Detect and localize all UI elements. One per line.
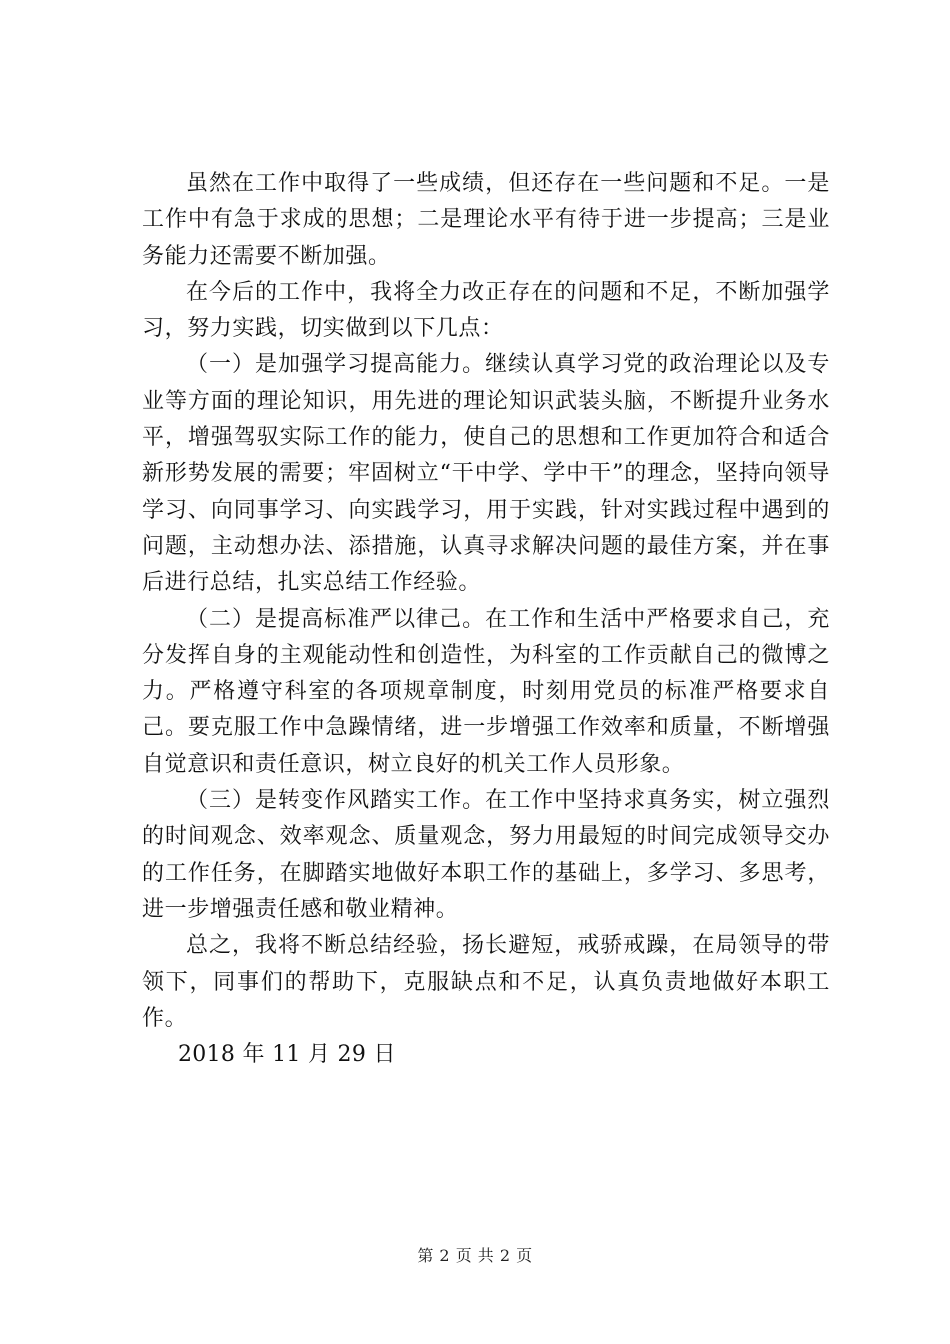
paragraph-point-one: （一）是加强学习提高能力。继续认真学习党的政治理论以及专业等方面的理论知识，用先进的理论知识武装头脑，不断提升业务水平，增强驾驭实际工作的能力，使自己的思想和工作更加符合和适合新形势发展的需要；牢固树立“干中学、学中干”的理念，坚持向领导学习、向同事学习、向实践学习，用于实践，针对实践过程中遇到的问题，主动想办法、添措施，认真寻求解决问题的最佳方案，并在事后进行总结，扎实总结工作经验。 xyxy=(142,352,830,596)
paragraph-future-work: 在今后的工作中，我将全力改正存在的问题和不足，不断加强学习，努力实践，切实做到以下几点： xyxy=(142,279,830,342)
document-date: 2018 年 11 月 29 日 xyxy=(178,1042,396,1068)
paragraph-shortcomings: 虽然在工作中取得了一些成绩，但还存在一些问题和不足。一是工作中有急于求成的思想；二是理论水平有待于进一步提高；三是业务能力还需要不断加强。 xyxy=(142,171,830,269)
paragraph-conclusion: 总之，我将不断总结经验，扬长避短，戒骄戒躁，在局领导的带领下，同事们的帮助下，克服缺点和不足，认真负责地做好本职工作。 xyxy=(142,933,830,1031)
paragraph-point-two: （二）是提高标准严以律己。在工作和生活中严格要求自己，充分发挥自身的主观能动性和创造性，为科室的工作贡献自己的微博之力。严格遵守科室的各项规章制度，时刻用党员的标准严格要求自己。要克服工作中急躁情绪，进一步增强工作效率和质量，不断增强自觉意识和责任意识，树立良好的机关工作人员形象。 xyxy=(142,606,830,777)
page-footer: 第 2 页 共 2 页 xyxy=(417,1246,533,1265)
document-body xyxy=(142,166,830,1073)
paragraph-point-three: （三）是转变作风踏实工作。在工作中坚持求真务实，树立强烈的时间观念、效率观念、质量观念，努力用最短的时间完成领导交办的工作任务，在脚踏实地做好本职工作的基础上，多学习、多思考，进一步增强责任感和敬业精神。 xyxy=(142,788,830,922)
